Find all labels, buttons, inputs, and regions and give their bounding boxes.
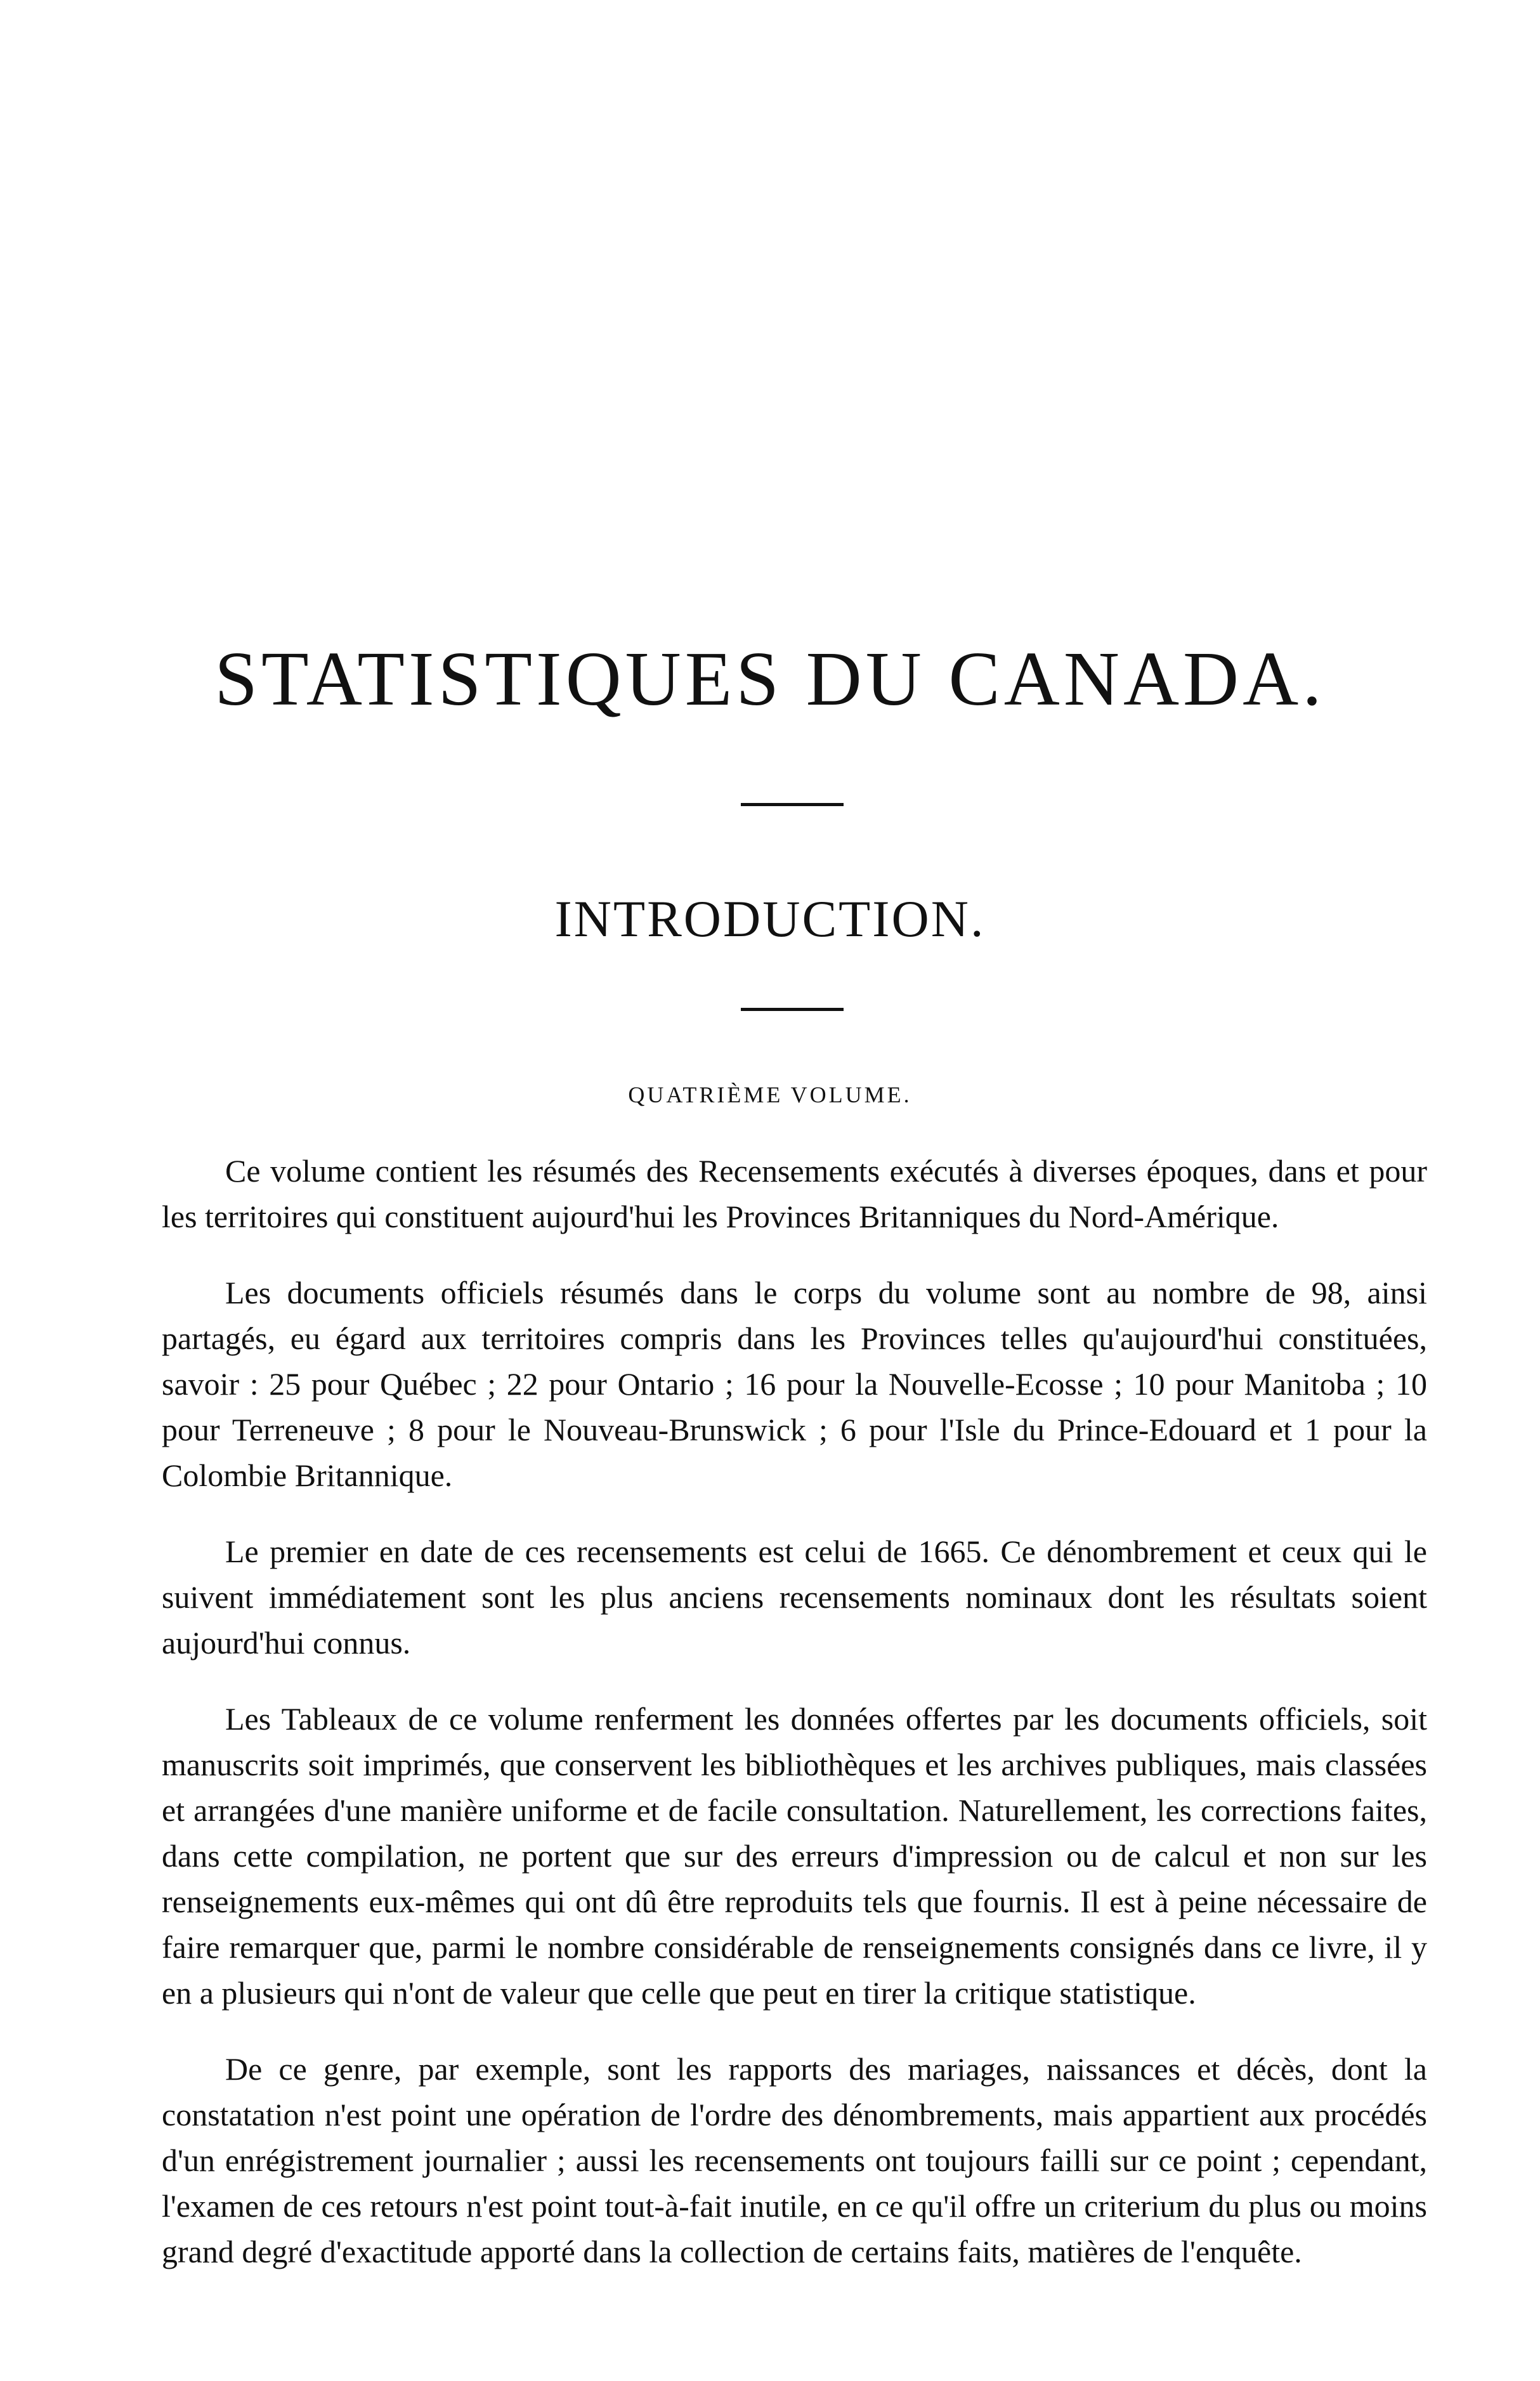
paragraph: Le premier en date de ces recensements est celui de 1665. Ce dénombrement et ceux qui le suivent immédiatement sont les plus anciens recensements nominaux dont les résultats soient aujourd'hui connus. [162,1534,1427,1660]
page-title: STATISTIQUES DU CANADA. [214,636,1326,722]
volume-label: QUATRIÈME VOLUME. [628,1082,912,1107]
title-divider [741,803,844,806]
paragraph: De ce genre, par exemple, sont les rapports des mariages, naissances et décès, dont la constatation n'est point une opération de l'ordre des dénombrements, mais appartient aux procédés d'un enrégistrement journalier ; aussi les recensements ont toujours failli sur ce point ; cependant, l'examen de ces retours n'est point tout-à-fait inutile, en ce qu'il offre un criterium du plus ou moins grand degré d'exactitude apporté dans la collection de certains faits, matières de l'enquête. [162,2051,1427,2269]
paragraph: Les Tableaux de ce volume renferment les données offertes par les documents officiels, soit manuscrits soit imprimés, que conservent les bibliothèques et les archives publiques, mais classées et arrangées d'une manière uniforme et de facile consultation. Naturellement, les corrections faites, dans cette compilation, ne portent que sur des erreurs d'impression ou de calcul et non sur les renseignements eux-mêmes qui ont dû être reproduits tels que fournis. Il est à peine nécessaire de faire remarquer que, parmi le nombre considérable de renseignements consignés dans ce livre, il y en a plusieurs qui n'ont de valeur que celle que peut en tirer la critique statistique. [162,1701,1427,2011]
paragraph: Les documents officiels résumés dans le corps du volume sont au nombre de 98, ainsi partagés, eu égard aux territoires compris dans les Provinces telles qu'aujourd'hui constituées, savoir : 25 pour Québec ; 22 pour Ontario ; 16 pour la Nouvelle-Ecosse ; 10 pour Manitoba ; 10 pour Terreneuve ; 8 pour le Nouveau-Brunswick ; 6 pour l'Isle du Prince-Edouard et 1 pour la Colombie Britannique. [162,1275,1427,1493]
section-title: INTRODUCTION. [554,890,986,948]
body-text [162,1148,1427,2274]
paragraph: Ce volume contient les résumés des Recensements exécutés à diverses époques, dans et pour les territoires qui constituent aujourd'hui les Provinces Britanniques du Nord-Amérique. [162,1153,1427,1234]
section-divider [741,1008,844,1011]
